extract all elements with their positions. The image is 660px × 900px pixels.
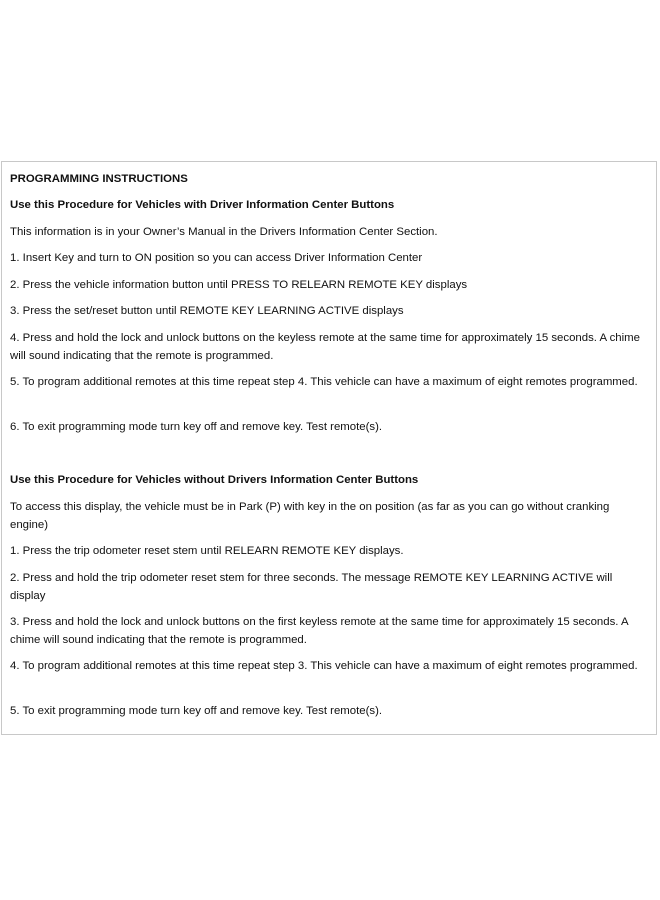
section2-intro: To access this display, the vehicle must be in Park (P) with key in the on position (as far as you can go without cranking engine) [10,501,610,531]
document-title: PROGRAMMING INSTRUCTIONS [10,173,188,185]
section2-step-2: 2. Press and hold the trip odometer reset stem for three seconds. The message REMOTE KEY LEARNING ACTIVE will display [10,572,613,602]
instructions-document [1,161,657,735]
section1-step-5: 5. To program additional remotes at this time repeat step 4. This vehicle can have a maximum of eight remotes programmed. [10,376,638,388]
section2-step-1: 1. Press the trip odometer reset stem until RELEARN REMOTE KEY displays. [10,545,404,557]
section1-intro: This information is in your Owner’s Manual in the Drivers Information Center Section. [10,226,438,238]
section1-step-1: 1. Insert Key and turn to ON position so you can access Driver Information Center [10,252,423,264]
section1-heading: Use this Procedure for Vehicles with Driver Information Center Buttons [10,199,395,211]
section2-step-4: 4. To program additional remotes at this time repeat step 3. This vehicle can have a maximum of eight remotes programmed. [10,660,638,672]
section2-step-3: 3. Press and hold the lock and unlock buttons on the first keyless remote at the same time for approximately 15 seconds. A chime will sound indicating that the remote is programmed. [10,616,628,646]
section1-step-2: 2. Press the vehicle information button until PRESS TO RELEARN REMOTE KEY displays [10,279,468,291]
section2-heading: Use this Procedure for Vehicles without Drivers Information Center Buttons [10,474,419,486]
section2-step-5: 5. To exit programming mode turn key off and remove key. Test remote(s). [10,705,383,717]
section1-step-6: 6. To exit programming mode turn key off and remove key. Test remote(s). [10,421,383,433]
section1-step-4: 4. Press and hold the lock and unlock buttons on the keyless remote at the same time for approximately 15 seconds. A chime will sound indicating that the remote is programmed. [10,332,640,362]
section1-step-3: 3. Press the set/reset button until REMOTE KEY LEARNING ACTIVE displays [10,305,404,317]
